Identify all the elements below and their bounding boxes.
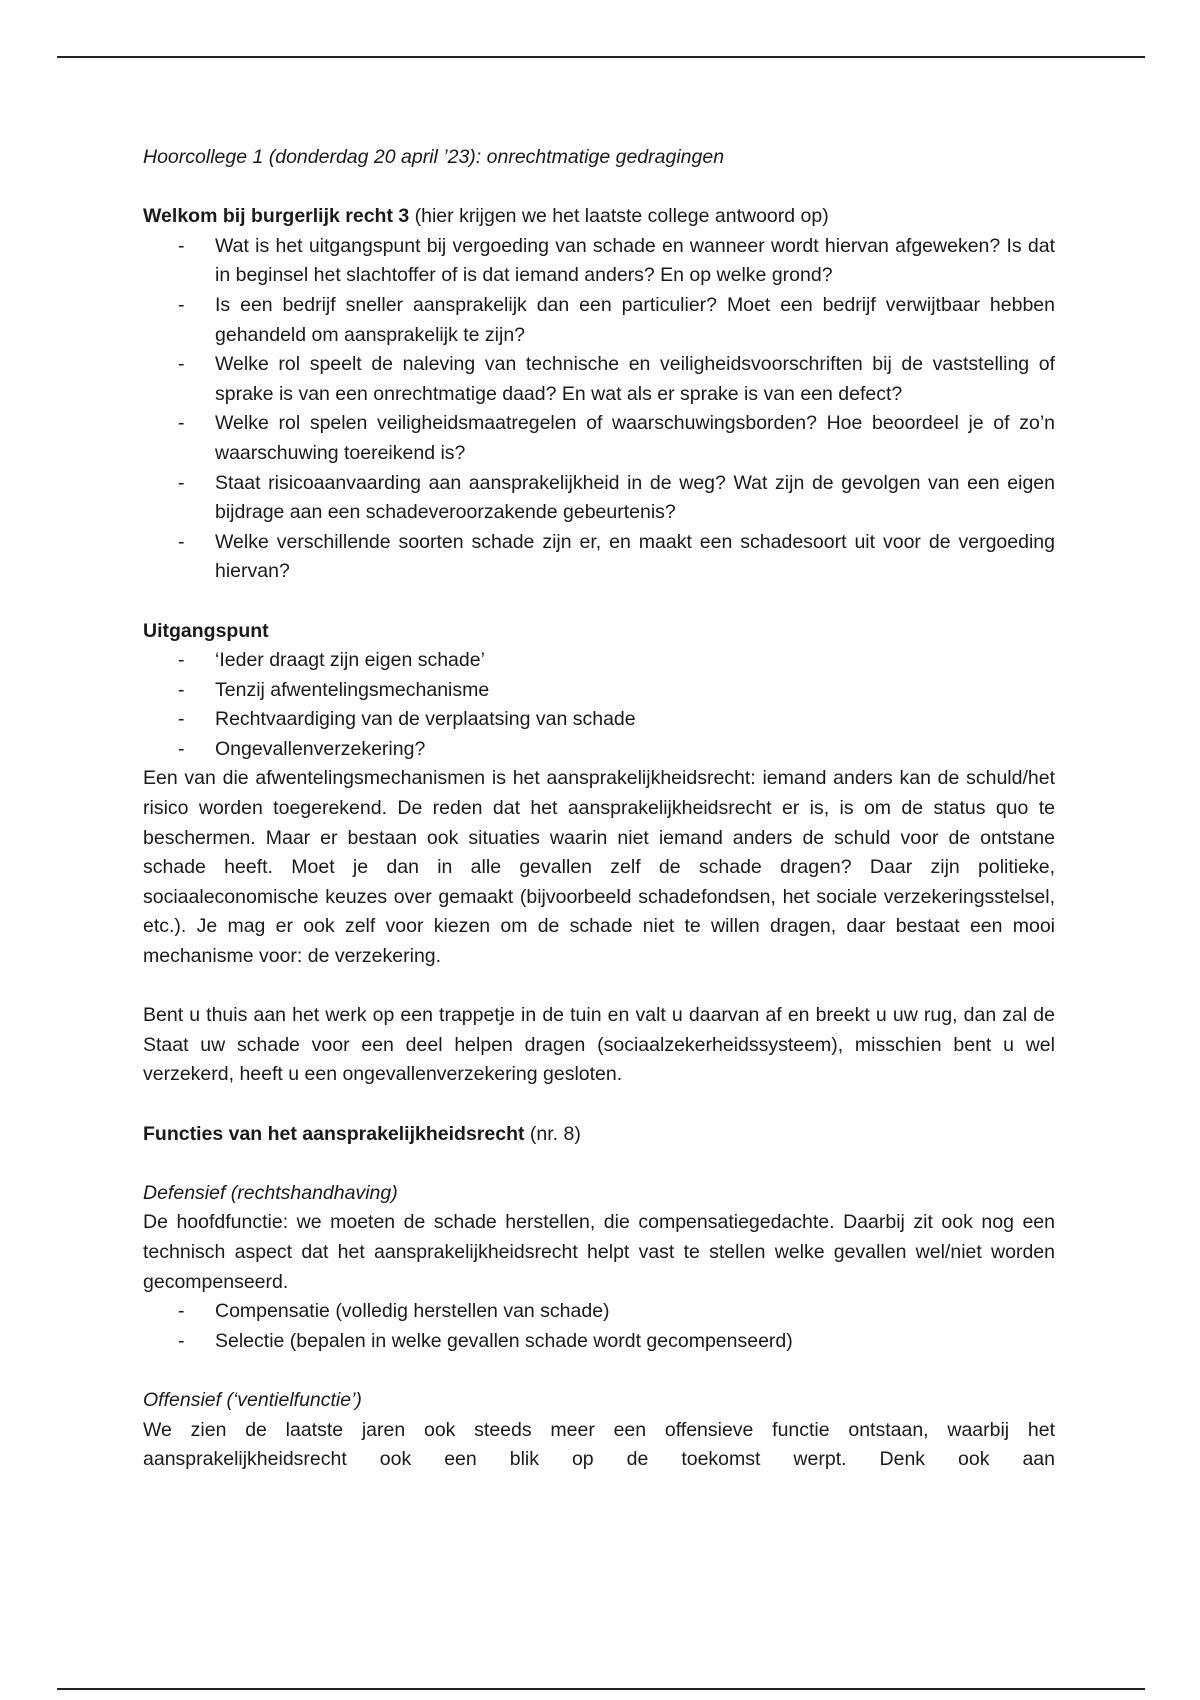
list-item: - Welke rol spelen veiligheidsmaatregelen of waarschuwingsborden? Hoe beoordeel je of zo’n waarschuwing toereikend is? xyxy=(215,409,1055,468)
list-item: - Tenzij afwentelingsmechanisme xyxy=(215,676,1055,706)
defensief-list xyxy=(143,1297,1055,1356)
list-item: - ‘Ieder draagt zijn eigen schade’ xyxy=(215,646,1055,676)
functies-line xyxy=(143,1120,1055,1150)
list-item: - Welke verschillende soorten schade zijn er, en maakt een schadesoort uit voor de vergoeding hiervan? xyxy=(215,528,1055,587)
list-item: - Is een bedrijf sneller aansprakelijk dan een particulier? Moet een bedrijf verwijtbaar hebben gehandeld om aansprakelijk te zijn? xyxy=(215,291,1055,350)
list-item: - Welke rol speelt de naleving van technische en veiligheidsvoorschriften bij de vaststelling of sprake is van een onrechtmatige daad? En wat als er sprake is van een defect? xyxy=(215,350,1055,409)
document-body xyxy=(143,143,1055,1475)
uitgangspunt-heading: Uitgangspunt xyxy=(143,619,269,642)
list-item: - Selectie (bepalen in welke gevallen schade wordt gecompenseerd) xyxy=(215,1327,1055,1357)
uitgangspunt-paragraph-2: Bent u thuis aan het werk op een trappetje in de tuin en valt u daarvan af en breekt u uw rug, dan zal de Staat uw schade voor een deel helpen dragen (sociaalzekerheidssysteem), misschien bent u wel verzekerd, heeft u een ongevallenverzekering gesloten. xyxy=(143,1004,1055,1086)
list-item: - Staat risicoaanvaarding aan aansprakelijkheid in de weg? Wat zijn de gevolgen van een eigen bijdrage aan een schadeveroorzakende gebeurtenis? xyxy=(215,469,1055,528)
welcome-note: (hier krijgen we het laatste college antwoord op) xyxy=(414,205,829,228)
welcome-question-list xyxy=(143,232,1055,587)
lecture-title: Hoorcollege 1 (donderdag 20 april ’23): onrechtmatige gedragingen xyxy=(143,146,725,168)
list-item: - Ongevallenverzekering? xyxy=(215,735,1055,765)
functies-note: (nr. 8) xyxy=(529,1122,581,1145)
offensief-heading: Offensief (‘ventielfunctie’) xyxy=(143,1388,362,1411)
list-item: - Wat is het uitgangspunt bij vergoeding van schade en wanneer wordt hiervan afgeweken? Is dat in beginsel het slachtoffer of is dat iemand anders? En op welke grond? xyxy=(215,232,1055,291)
header-rule xyxy=(57,56,1145,58)
defensief-heading: Defensief (rechtshandhaving) xyxy=(143,1181,398,1204)
defensief-paragraph: De hoofdfunctie: we moeten de schade herstellen, die compensatiegedachte. Daarbij zit ook nog een technisch aspect dat het aansprakelijkheidsrecht helpt vast te stellen welke gevallen wel/niet worden gecompenseerd. xyxy=(143,1211,1055,1293)
welcome-line xyxy=(143,202,1055,232)
welcome-heading: Welkom bij burgerlijk recht 3 xyxy=(143,205,410,228)
offensief-paragraph: We zien de laatste jaren ook steeds meer een offensieve functie ontstaan, waarbij het aansprakelijkheidsrecht ook een blik op de toekomst werpt. Denk ook aan xyxy=(143,1418,1055,1471)
uitgangspunt-paragraph-1: Een van die afwentelingsmechanismen is het aansprakelijkheidsrecht: iemand anders kan de schuld/het risico worden toegerekend. De reden dat het aansprakelijkheidsrecht er is, is om de status quo te beschermen. Maar er bestaan ook situaties waarin niet iemand anders de schuld voor de ontstane schade heeft. Moet je dan in alle gevallen zelf de schade dragen? Daar zijn politieke, sociaaleconomische keuzes over gemaakt (bijvoorbeeld schadefondsen, het sociale verzekeringsstelsel, etc.). Je mag er ook zelf voor kiezen om de schade niet te willen dragen, daar bestaat een mooi mechanisme voor: de verzekering. xyxy=(143,767,1055,968)
footer-rule xyxy=(57,1688,1145,1690)
list-item: - Compensatie (volledig herstellen van schade) xyxy=(215,1297,1055,1327)
functies-heading: Functies van het aansprakelijkheidsrecht xyxy=(143,1122,525,1145)
uitgangspunt-list xyxy=(143,646,1055,764)
list-item: - Rechtvaardiging van de verplaatsing van schade xyxy=(215,705,1055,735)
